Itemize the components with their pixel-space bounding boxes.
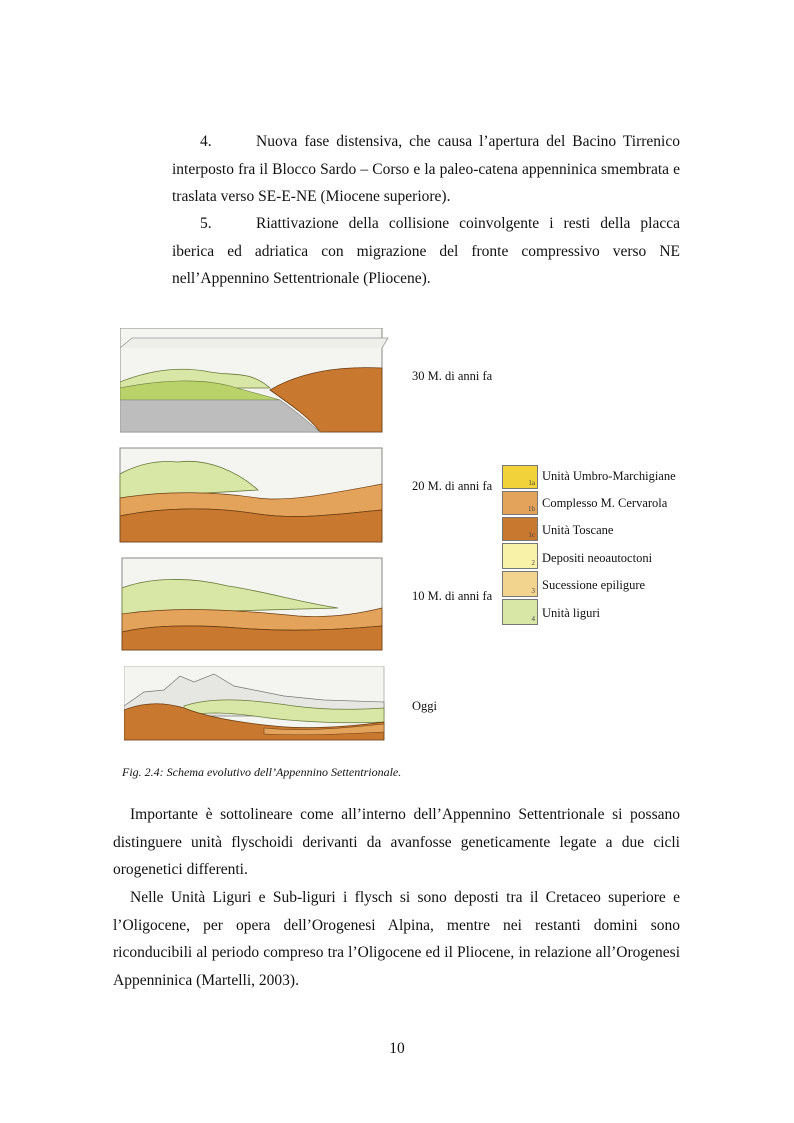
legend-label: Sucessione epiligure [542,578,646,592]
list-number: 5. [200,215,212,232]
legend-swatch: 2 [502,543,538,569]
page-number: 10 [389,1040,405,1057]
stage-label: 10 M. di anni fa [412,589,493,603]
legend-label: Unità liguri [542,606,600,620]
stage-label: 30 M. di anni fa [412,369,493,383]
legend-label: Unità Umbro-Marchigiane [542,469,676,483]
legend-swatch: 4 [502,599,538,625]
legend-swatch: 1b [502,491,538,515]
stage-label: Oggi [412,699,437,713]
body-paragraph: Nelle Unità Liguri e Sub-liguri i flysch si sono deposti tra il Cretaceo superiore e l’Oligocene, per opera dell’Orogenesi Alpina, mentre nei restanti domini sono riconducibili al periodo compreso tra l’Oligocene ed il Pliocene, in relazione all’Orogenesi Appenninica (Martelli, 2003). [113,889,680,989]
body-paragraph: Importante è sottolineare come all’interno dell’Appennino Settentrionale si possano distinguere unità flyschoidi derivanti da avanfosse geneticamente legate a due cicli orogenetici differenti. [113,806,680,878]
legend-swatch: 3 [502,571,538,597]
section-panel-20ma [118,444,390,544]
section-panel-30ma [120,328,390,434]
list-item-4 [172,128,680,211]
legend-label: Complesso M. Cervarola [542,496,668,510]
legend-swatch: 1a [502,465,538,489]
list-text: Nuova fase distensiva, che causa l’apertura del Bacino Tirrenico interposto fra il Blocco Sardo – Corso e la paleo-catena appenninica smembrata e traslata verso SE-E-NE (Miocene superiore). [172,133,680,205]
section-panel-10ma [118,556,390,652]
section-panel-today [124,666,386,742]
legend-swatch: 1c [502,517,538,541]
legend-label: Unità Toscane [542,523,614,537]
list-text: Riattivazione della collisione coinvolgente i resti della placca iberica ed adriatica con migrazione del fronte compressivo verso NE nell’Appennino Settentrionale (Pliocene). [172,215,680,287]
list-number: 4. [200,133,212,150]
list-item-5 [172,210,680,293]
figure-caption: Fig. 2.4: Schema evolutivo dell’Appennino Settentrionale. [122,765,402,779]
legend-label: Depositi neoautoctoni [542,551,653,565]
stage-label: 20 M. di anni fa [412,479,493,493]
